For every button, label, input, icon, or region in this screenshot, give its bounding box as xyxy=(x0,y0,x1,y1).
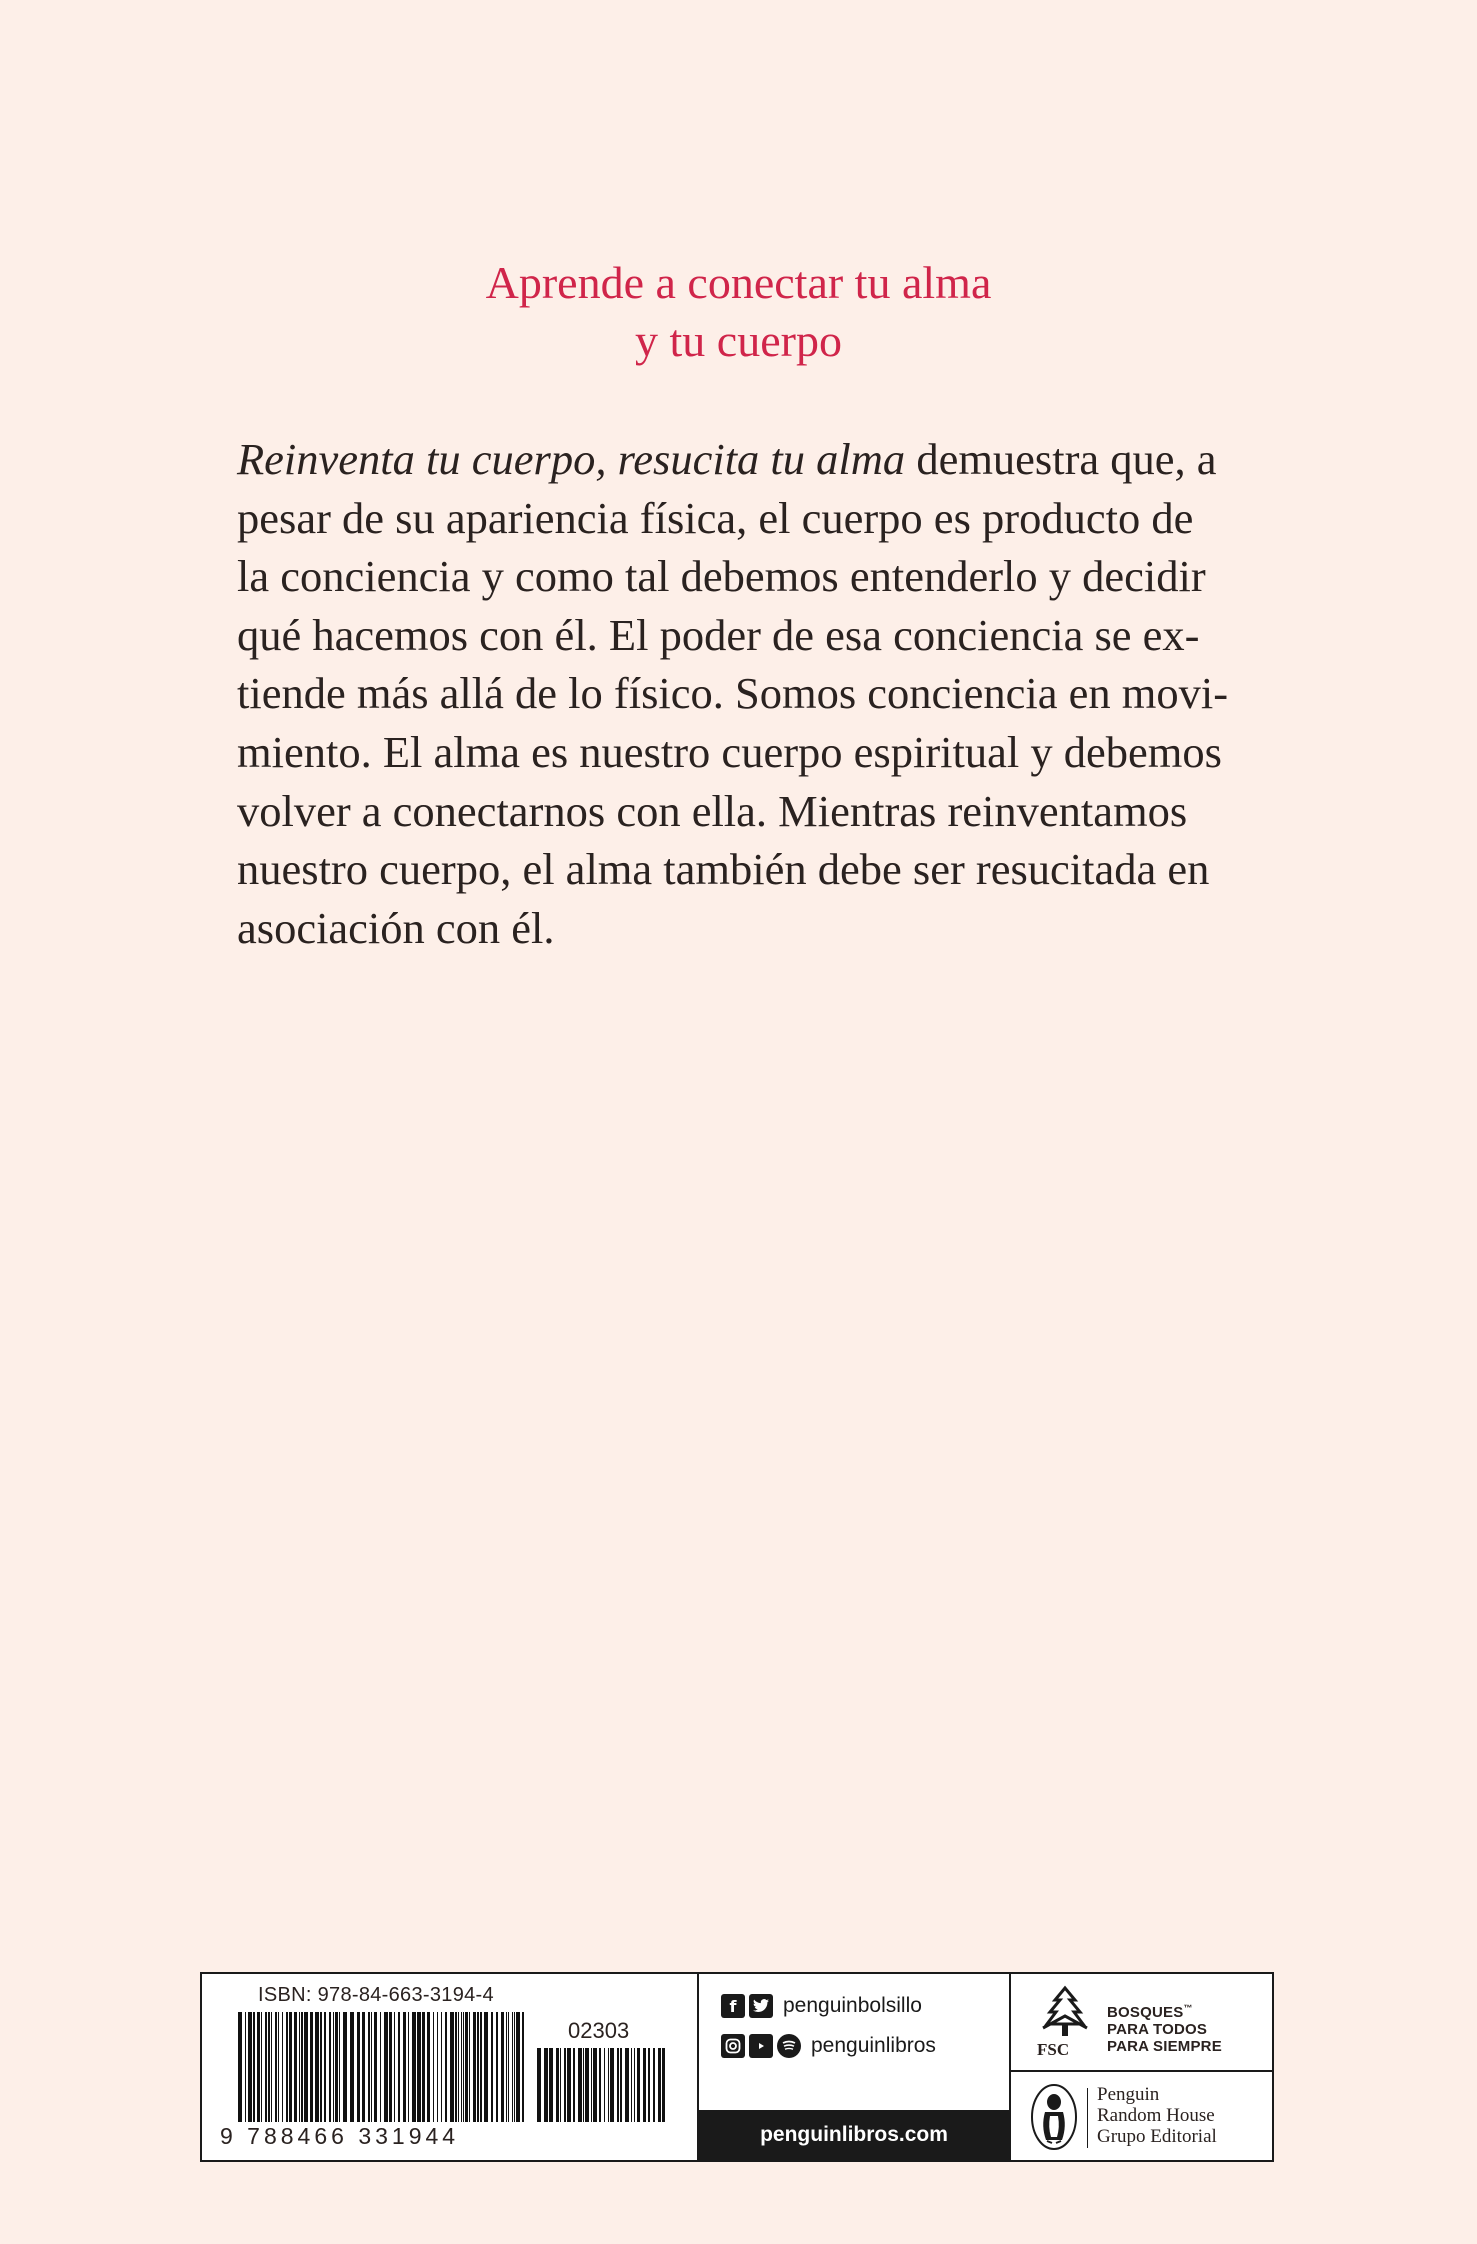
facebook-icon[interactable]: f xyxy=(721,1994,745,2018)
fsc-slogan-line-1: BOSQUES xyxy=(1107,2004,1184,2021)
book-title: Reinventa tu cuerpo, resucita tu alma xyxy=(237,434,906,484)
twitter-icon[interactable] xyxy=(749,1994,773,2018)
publisher-logo xyxy=(1011,2070,1272,2160)
tagline-line-2: y tu cuerpo xyxy=(635,315,842,366)
blurb-line-4: qué hacemos con él. El poder de esa conciencia se ex- xyxy=(237,609,1200,660)
blurb-line-7: volver a conectarnos con ella. Mientras reinventamos xyxy=(237,785,1188,836)
blurb-line-2: pesar de su apariencia física, el cuerpo es producto de xyxy=(237,492,1194,543)
fsc-slogan-line-3: PARA SIEMPRE xyxy=(1107,2038,1222,2055)
barcode-icon xyxy=(238,2012,528,2122)
publisher-line-1: Penguin xyxy=(1097,2084,1160,2105)
isbn-label: ISBN: 978-84-663-3194-4 xyxy=(258,1984,494,2006)
fsc-slogan-line-2: PARA TODOS xyxy=(1107,2021,1208,2038)
tagline xyxy=(0,254,1477,370)
instagram-icon[interactable] xyxy=(721,2034,745,2058)
logo-panel xyxy=(1011,1974,1272,2160)
blurb-line-5: tiende más allá de lo físico. Somos conciencia en movi- xyxy=(237,668,1229,719)
publisher-name xyxy=(1097,2084,1217,2147)
publisher-divider xyxy=(1087,2088,1088,2148)
blurb-line-9: asociación con él. xyxy=(237,902,555,953)
website-link[interactable]: penguinlibros.com xyxy=(699,2110,1009,2160)
info-box xyxy=(200,1972,1274,2162)
social-handle-bolsillo[interactable]: penguinbolsillo xyxy=(783,1994,922,2017)
tagline-line-1: Aprende a conectar tu alma xyxy=(485,257,992,308)
barcode-panel xyxy=(202,1974,699,2160)
blurb-line-3: la conciencia y como tal debemos entenderlo y decidir xyxy=(237,551,1206,602)
social-panel xyxy=(699,1974,1011,2160)
publisher-line-2: Random House xyxy=(1097,2105,1215,2126)
publisher-line-3: Grupo Editorial xyxy=(1097,2126,1217,2147)
penguin-icon xyxy=(1029,2082,1079,2152)
blurb-line-1 xyxy=(237,430,1217,489)
social-handle-libros[interactable]: penguinlibros xyxy=(811,2034,936,2057)
fsc-mark: FSC xyxy=(1037,2040,1070,2059)
social-row-libros xyxy=(721,2034,936,2058)
fsc-logo xyxy=(1011,1974,1272,2072)
blurb-line-6: miento. El alma es nuestro cuerpo espiritual y debemos xyxy=(237,726,1222,777)
social-row-bolsillo xyxy=(721,1994,922,2018)
trademark-symbol: ™ xyxy=(1183,2003,1193,2013)
barcode-digits: 9 788466 331944 xyxy=(220,2123,460,2149)
addon-barcode-icon xyxy=(537,2048,667,2122)
blurb-line xyxy=(237,430,1241,489)
fsc-slogan xyxy=(1107,2000,1222,2055)
blurb-line-1-rest: demuestra que, a xyxy=(916,434,1217,484)
addon-code: 02303 xyxy=(568,2018,630,2043)
spotify-icon[interactable] xyxy=(777,2034,801,2058)
fsc-tree-icon xyxy=(1035,1984,1095,2040)
youtube-icon[interactable] xyxy=(749,2034,773,2058)
blurb-line-8: nuestro cuerpo, el alma también debe ser resucitada en xyxy=(237,844,1210,895)
blurb xyxy=(237,430,1241,957)
